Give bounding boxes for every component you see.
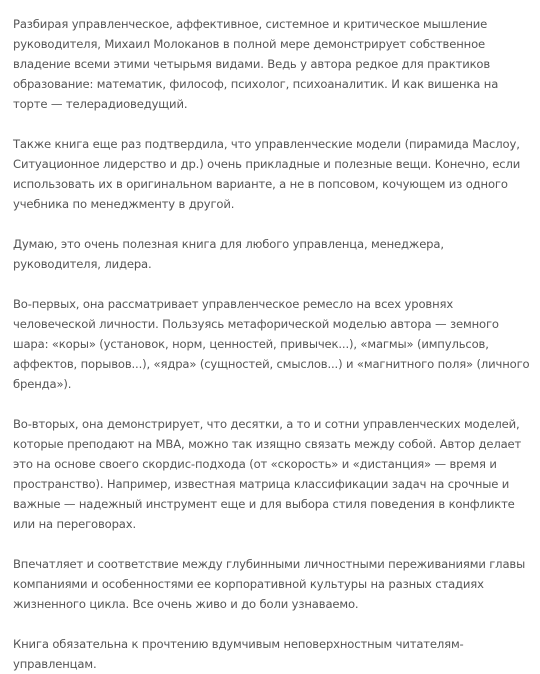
review-text [13, 14, 533, 674]
paragraph-6: Впечатляет и соответствие между глубинными личностными переживаниями главы компаниями и особенностями ее корпоративной культуры на разных стадиях жизненного цикла. Все очень живо и до боли узнаваемо. [13, 557, 526, 611]
paragraph-7: Книга обязательна к прочтению вдумчивым неповерхностным читателям-управленцам. [13, 637, 464, 671]
paragraph-4: Во-первых, она рассматривает управленческое ремесло на всех уровнях человеческой личности. Пользуясь метафорической моделью автора — земного шара: «коры» (установок, норм, ценностей, привычек...), «магмы» (импульсов, аффектов, порывов...), «ядра» (сущностей, смыслов...) и «магнитного поля» (личного бренда»). [13, 297, 530, 391]
paragraph-1: Разбирая управленческое, аффективное, системное и критическое мышление руководителя, Михаил Молоканов в полной мере демонстрирует собственное владение всеми этими четырьмя видами. Ведь у автора редкое для практиков образование: математик, философ, психолог, психоаналитик. И как вишенка на торте — телерадиоведущий. [13, 17, 499, 111]
paragraph-3: Думаю, это очень полезная книга для любого управленца, менеджера, руководителя, лидера. [13, 237, 444, 271]
paragraph-2: Также книга еще раз подтвердила, что управленческие модели (пирамида Маслоу, Ситуационное лидерство и др.) очень прикладные и полезные вещи. Конечно, если использовать их в оригинальном варианте, а не в попсовом, кочующем из одного учебника по менеджменту в другой. [13, 137, 521, 211]
paragraph-5: Во-вторых, она демонстрирует, что десятки, а то и сотни управленческих моделей, которые преподают на МВА, можно так изящно связать между собой. Автор делает это на основе своего скордис-подхода (от «скорость» и «дистанция» — время и пространство). Например, известная матрица классификации задач на срочные и важные — надежный инструмент еще и для выбора стиля поведения в конфликте или на переговорах. [13, 417, 522, 531]
